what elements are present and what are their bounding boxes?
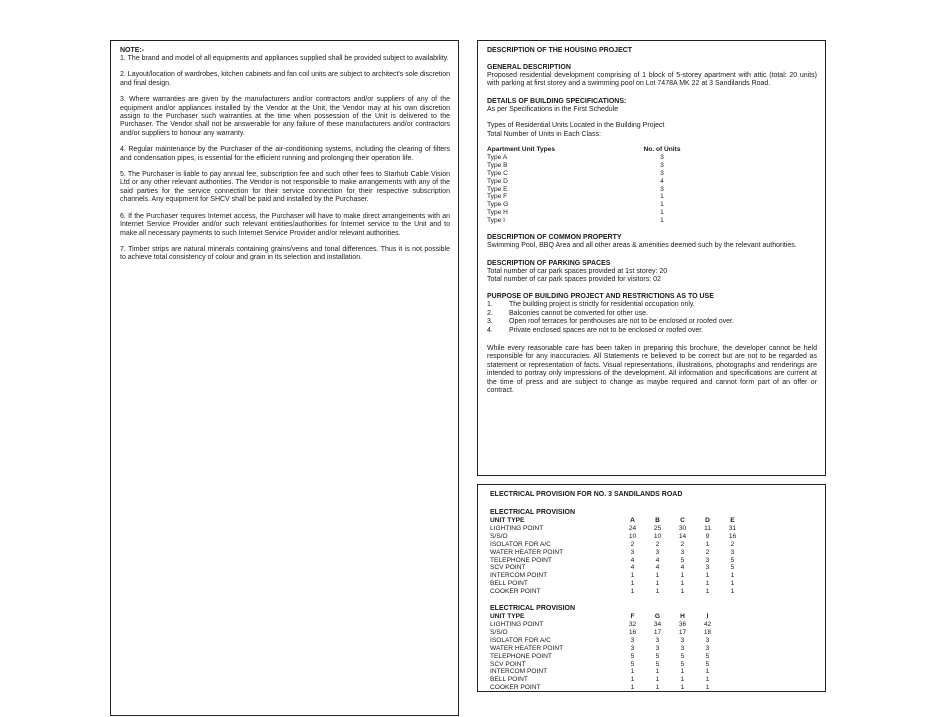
list-text: The building project is strictly for residential occupation only.: [509, 301, 695, 309]
table-row: [487, 170, 682, 178]
cell-value: 32: [628, 620, 637, 628]
table-row: [490, 541, 745, 549]
unit-types-table: [487, 146, 682, 225]
unit-count: 4: [660, 177, 664, 185]
table-row: [490, 684, 720, 692]
cell-value: 1: [655, 580, 660, 588]
column-header: D: [705, 517, 710, 524]
cell-value: 3: [705, 556, 710, 564]
cell-value: 9: [705, 532, 710, 540]
types-line-1: Types of Residential Units Located in the Building Project: [487, 122, 665, 130]
list-text: Open roof terraces for penthouses are not to be enclosed or roofed over.: [509, 318, 734, 326]
table-row: [487, 186, 682, 194]
unit-type: Type I: [487, 217, 505, 225]
cell-value: 1: [705, 580, 710, 588]
unit-type: Type A: [487, 153, 508, 161]
cell-value: 16: [628, 628, 637, 636]
unit-count: 3: [660, 169, 664, 177]
unit-count: 1: [660, 193, 664, 201]
cell-value: 24: [628, 524, 637, 532]
cell-value: 1: [655, 684, 660, 692]
table-row: [490, 580, 745, 588]
note-item: 6. If the Purchaser requires Internet access, the Purchaser will have to make direct arrangements with an Internet Service Provider and/or such relevant entities/authorities for Internet service to the Unit and to make all necessary payments to such Internet Service Provider and/or relevant authorities.: [120, 212, 450, 237]
note-item: 5. The Purchaser is liable to pay annual fee, subscription fee and such other fees to Starhub Cable Vision Ltd or any other relevant authorities. The Vendor is not responsible to make arrangements with any of the said parties for the service connection for their service connection for their respective subscription channels. Any equipment for SHCV shall be paid and installed by the Purchaser.: [120, 171, 450, 204]
row-label: LIGHTING POINT: [490, 620, 544, 628]
table-row: [490, 557, 745, 565]
column-header: E: [730, 517, 735, 524]
cell-value: 3: [680, 644, 685, 652]
note-item: 1. The brand and model of all equipments and appliances supplied shall be provided subject to availability.: [120, 55, 449, 62]
description-panel: [477, 40, 826, 476]
table-header-row: [487, 146, 682, 154]
table-row: [487, 209, 682, 217]
specs-section: [487, 97, 817, 114]
row-label: SCV POINT: [490, 660, 526, 668]
table-header-row: [490, 517, 745, 525]
cell-value: 1: [630, 668, 635, 676]
cell-value: 2: [705, 548, 710, 556]
note-item: 7. Timber strips are natural minerals containing grains/veins and tonal differences. Thus it is not possible to achieve total consistency of colour and grain in its selection and installation.: [120, 245, 450, 262]
unit-count: 3: [660, 161, 664, 169]
table-row: [490, 588, 745, 596]
list-index: 4.: [487, 326, 493, 334]
cell-value: 1: [630, 588, 635, 596]
list-item: [487, 318, 817, 326]
table-row: [487, 217, 682, 225]
cell-value: 18: [703, 628, 712, 636]
cell-value: 4: [680, 564, 685, 572]
cell-value: 1: [680, 684, 685, 692]
cell-value: 17: [653, 628, 662, 636]
cell-value: 1: [680, 668, 685, 676]
cell-value: 5: [680, 556, 685, 564]
column-header: B: [655, 517, 660, 524]
cell-value: 10: [628, 532, 637, 540]
cell-value: 5: [680, 660, 685, 668]
list-index: 1.: [487, 301, 493, 309]
unit-type: Type F: [487, 193, 508, 201]
cell-value: 1: [705, 668, 710, 676]
specs-text: As per Specifications in the First Schedule: [487, 105, 619, 113]
unit-count: 3: [660, 153, 664, 161]
cell-value: 36: [678, 620, 687, 628]
electrical-table-1: [490, 517, 745, 596]
table-row: [490, 533, 745, 541]
row-label: ISOLATOR FOR A/C: [490, 540, 551, 548]
cell-value: 11: [704, 524, 711, 532]
cell-value: 3: [655, 548, 660, 556]
table-row: [487, 162, 682, 170]
cell-value: 3: [630, 644, 635, 652]
cell-value: 2: [630, 540, 635, 548]
note-item: 3. Where warranties are given by the manufacturers and/or contractors and/or suppliers of any of the equipment and/or appliances installed by the Vendor at the Unit, the Vendor may at his own discretion assign to the Purchaser such warranties at the time when possession of the Unit is delivered to the Purchaser. The Vendor shall not be answerable for any failure of these manufacturers and/or contractors and/or suppliers to honour any warranty.: [120, 96, 450, 137]
table-row: [490, 549, 745, 557]
table-row: [490, 621, 720, 629]
cell-value: 5: [655, 652, 660, 660]
table-row: [490, 572, 745, 580]
cell-value: 1: [705, 684, 710, 692]
table-row: [490, 676, 720, 684]
note-item: 4. Regular maintenance by the Purchaser of the air-conditioning systems, including the clearing of filters and condensation pipes, is essential for the efficient running and prolonging their operation life.: [120, 146, 450, 162]
unit-type: Type E: [487, 185, 508, 193]
cell-value: 1: [705, 676, 710, 684]
cell-value: 2: [730, 540, 735, 548]
cell-value: 3: [655, 636, 660, 644]
table-row: [490, 564, 745, 572]
row-label: TELEPHONE POINT: [490, 556, 552, 564]
cell-value: 1: [630, 572, 635, 580]
general-section: [487, 63, 817, 89]
note-item: 2. Layout/location of wardrobes, kitchen cabinets and fan coil units are subject to architect's sole discretion and final design.: [120, 71, 450, 87]
cell-value: 4: [655, 556, 660, 564]
cell-value: 1: [730, 572, 735, 580]
row-label: S/S/O: [490, 628, 508, 636]
common-section: [487, 233, 817, 250]
table-row: [490, 645, 720, 653]
cell-value: 1: [680, 580, 685, 588]
cell-value: 1: [730, 588, 735, 596]
cell-value: 1: [630, 684, 635, 692]
specs-heading: DETAILS OF BUILDING SPECIFICATIONS:: [487, 97, 627, 105]
unit-count: 1: [660, 217, 664, 225]
list-item: [487, 327, 817, 335]
general-heading: GENERAL DESCRIPTION: [487, 64, 571, 71]
column-header: G: [654, 613, 661, 621]
disclaimer-text: While every reasonable care has been taken in preparing this brochure, the developer cannot be held responsible for any inaccuracies. All Statements re believed to be correct but are not to be regarded as statement or representation of facts. Visual representations, illustrations, photographs and renderings are intended to portray only impressions of the development. All information and specifications are current at the time of press and are subject to change as maybe required and cannot form part of an offer or contract.: [487, 344, 817, 394]
cell-value: 4: [630, 564, 635, 572]
parking-line-2: Total number of car park spaces provided for visitors: 02: [487, 275, 661, 283]
cell-value: 1: [680, 588, 685, 596]
row-label: LIGHTING POINT: [490, 524, 544, 532]
row-label: BELL POINT: [490, 676, 528, 684]
list-text: Balconies cannot be converted for other use.: [509, 309, 648, 317]
column-header: Apartment Unit Types: [487, 146, 556, 154]
cell-value: 4: [655, 564, 660, 572]
unit-count: 3: [660, 185, 664, 193]
unit-count: 1: [660, 201, 664, 209]
unit-types-section: [487, 122, 817, 139]
row-label: S/S/O: [490, 532, 508, 540]
cell-value: 4: [630, 556, 635, 564]
cell-value: 3: [705, 636, 710, 644]
cell-value: 1: [705, 540, 710, 548]
cell-value: 14: [678, 532, 687, 540]
notes-title: NOTE:-: [120, 47, 145, 54]
table-row: [487, 201, 682, 209]
description-title: DESCRIPTION OF THE HOUSING PROJECT: [487, 47, 633, 54]
unit-type: Type G: [487, 201, 509, 209]
cell-value: 31: [728, 524, 737, 532]
notes-panel: [110, 40, 459, 716]
column-header: A: [630, 517, 635, 524]
electrical-table-2: [490, 613, 720, 692]
cell-value: 5: [730, 556, 735, 564]
table-row: [490, 661, 720, 669]
row-label: INTERCOM POINT: [490, 668, 548, 676]
cell-value: 5: [730, 564, 735, 572]
row-label: INTERCOM POINT: [490, 572, 548, 580]
cell-value: 17: [678, 628, 687, 636]
row-label: COOKER POINT: [490, 588, 541, 596]
cell-value: 1: [655, 572, 660, 580]
list-item: [487, 310, 817, 318]
column-header: No. of Units: [643, 146, 681, 154]
cell-value: 3: [630, 636, 635, 644]
cell-value: 30: [678, 524, 687, 532]
cell-value: 16: [728, 532, 737, 540]
common-heading: DESCRIPTION OF COMMON PROPERTY: [487, 234, 622, 242]
table-row: [490, 637, 720, 645]
cell-value: 10: [653, 532, 662, 540]
cell-value: 5: [630, 660, 635, 668]
cell-value: 42: [703, 620, 712, 628]
cell-value: 2: [680, 540, 685, 548]
cell-value: 3: [705, 644, 710, 652]
cell-value: 5: [655, 660, 660, 668]
cell-value: 3: [630, 548, 635, 556]
table-row: [490, 668, 720, 676]
cell-value: 1: [730, 580, 735, 588]
electrical-panel: [477, 484, 826, 692]
electrical-heading-1: ELECTRICAL PROVISION: [490, 509, 576, 516]
table-row: [487, 178, 682, 186]
cell-value: 25: [653, 524, 662, 532]
unit-count: 1: [660, 209, 664, 217]
cell-value: 34: [653, 620, 662, 628]
table-row: [490, 525, 745, 533]
types-line-2: Total Number of Units in Each Class:: [487, 130, 601, 138]
cell-value: 3: [730, 548, 735, 556]
row-label: WATER HEATER POINT: [490, 548, 564, 556]
unit-type: Type H: [487, 209, 508, 217]
row-label: BELL POINT: [490, 580, 528, 588]
list-item: [487, 301, 817, 309]
parking-line-1: Total number of car park spaces provided at 1st storey: 20: [487, 267, 668, 275]
cell-value: 1: [705, 572, 710, 580]
cell-value: 5: [705, 652, 710, 660]
restrictions-list: [487, 301, 817, 335]
purpose-heading: PURPOSE OF BUILDING PROJECT AND RESTRICTIONS AS TO USE: [487, 293, 714, 301]
column-header: F: [630, 613, 635, 621]
column-header: H: [680, 613, 685, 621]
cell-value: 1: [630, 580, 635, 588]
cell-value: 5: [705, 660, 710, 668]
table-row: [490, 629, 720, 637]
cell-value: 3: [705, 564, 710, 572]
table-header-row: [490, 613, 720, 621]
column-header: C: [680, 517, 685, 524]
list-text: Private enclosed spaces are not to be enclosed or roofed over.: [509, 326, 704, 334]
cell-value: 3: [680, 548, 685, 556]
cell-value: 1: [655, 676, 660, 684]
cell-value: 2: [655, 540, 660, 548]
electrical-heading-2: ELECTRICAL PROVISION: [490, 605, 576, 613]
cell-value: 1: [655, 668, 660, 676]
general-text: Proposed residential development comprising of 1 block of 5-storey apartment with attic (total: 20 units) with parking at first storey and a swimming pool on Lot 7478A MK 22 at 3 Sandilands Road.: [487, 72, 817, 88]
cell-value: 1: [680, 676, 685, 684]
row-label: SCV POINT: [490, 564, 526, 572]
cell-value: 1: [655, 588, 660, 596]
cell-value: 3: [680, 636, 685, 644]
cell-value: 5: [630, 652, 635, 660]
common-text: Swimming Pool, BBQ Area and all other areas & amenities deemed such by the relevant authorities.: [487, 242, 797, 250]
unit-type: Type D: [487, 177, 508, 185]
notes-list: [120, 55, 450, 263]
unit-type: Type C: [487, 169, 508, 177]
cell-value: 1: [680, 572, 685, 580]
unit-type-label: UNIT TYPE: [490, 613, 525, 621]
parking-section: [487, 259, 817, 285]
list-index: 3.: [487, 318, 493, 326]
row-label: ISOLATOR FOR A/C: [490, 636, 551, 644]
unit-type-label: UNIT TYPE: [490, 517, 525, 524]
cell-value: 3: [655, 644, 660, 652]
parking-heading: DESCRIPTION OF PARKING SPACES: [487, 259, 611, 267]
table-row: [487, 154, 682, 162]
cell-value: 1: [705, 588, 710, 596]
row-label: TELEPHONE POINT: [490, 652, 552, 660]
cell-value: 1: [630, 676, 635, 684]
row-label: COOKER POINT: [490, 684, 541, 692]
row-label: WATER HEATER POINT: [490, 644, 564, 652]
list-index: 2.: [487, 309, 493, 317]
table-row: [487, 193, 682, 201]
unit-type: Type B: [487, 161, 508, 169]
table-row: [490, 653, 720, 661]
purpose-section: [487, 292, 817, 335]
cell-value: 5: [680, 652, 685, 660]
column-header: I: [706, 613, 709, 621]
electrical-title: ELECTRICAL PROVISION FOR NO. 3 SANDILANDS ROAD: [490, 491, 683, 498]
